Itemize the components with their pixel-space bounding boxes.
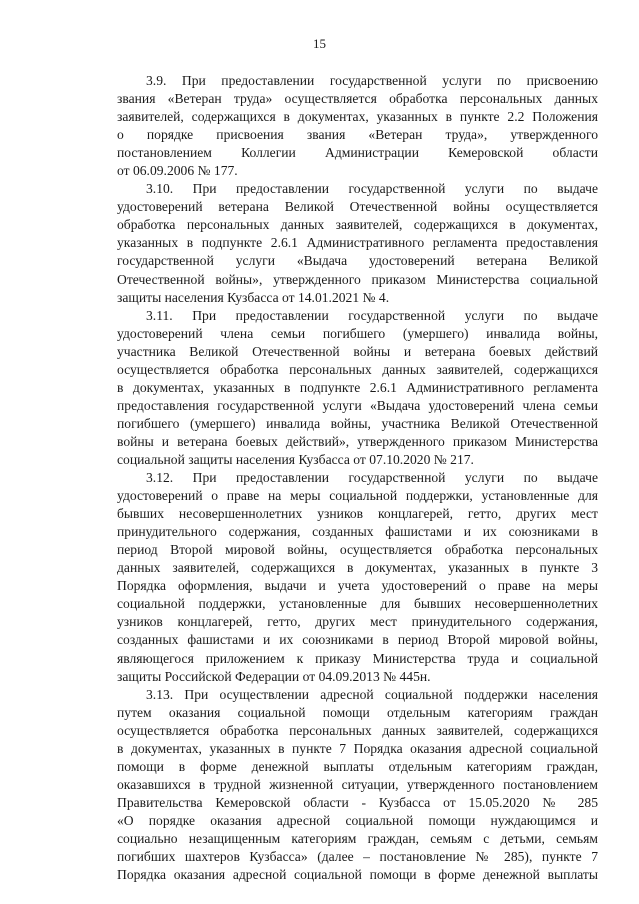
text-line: являющегося приложением к приказу Министерства труда и социальной [117,650,598,666]
text-line: социально незащищенным категориям граждан, семьям с детьми, семьям [117,830,598,846]
text-line: путем оказания социальной помощи отдельным категориям граждан [117,704,598,720]
text-line: удостоверений ветерана Великой Отечественной войны осуществляется [117,199,598,215]
page-number: 15 [313,36,326,51]
text-line: погибших шахтеров Кузбасса» (далее – постановление № 285), пункте 7 [117,849,598,865]
text-line: бывших несовершеннолетних узников концлагерей, гетто, других мест [117,506,598,522]
text-line: удостоверений члена семьи погибшего (умершего) инвалида войны, [117,325,598,341]
text-line: удостоверений о праве на меры социальной поддержки, установленные для [117,488,598,504]
text-line: войны и ветерана боевых действий», утвержденного приказом Министерства [117,433,598,449]
text-line: осуществляется обработка персональных данных заявителей, содержащихся [117,361,598,377]
text-line: постановлением Коллегии Администрации Кемеровской области [117,145,598,161]
text-line: 3.11. При предоставлении государственной услуги по выдаче [146,307,598,323]
paragraph-3-9 [117,72,598,180]
text-line: Правительства Кемеровской области - Кузбасса от 15.05.2020 № 285 [117,794,598,810]
document-body [117,72,598,884]
paragraph-3-12 [117,469,598,686]
text-line: обработка персональных данных заявителей, содержащихся в документах, [117,217,598,233]
paragraph-3-13 [117,686,598,885]
text-line: защиты населения Кузбасса от 14.01.2021 № 4. [117,289,390,305]
text-line: о порядке присвоения звания «Ветеран труда», утвержденного [117,127,598,143]
text-line: узников концлагерей, гетто, других мест принудительного содержания, [117,614,598,630]
text-line: в документах, указанных в подпункте 2.6.1 Административного регламента [117,379,598,395]
text-line: Порядка оказания адресной социальной помощи в форме денежной выплаты [117,867,598,883]
text-line: от 06.09.2006 № 177. [117,163,238,179]
text-line: государственной услуги «Выдача удостоверений ветерана Великой [117,253,598,269]
text-line: 3.13. При осуществлении адресной социальной поддержки населения [146,686,598,702]
text-line: данных заявителей, содержащихся в документах, указанных в пункте 3 [117,560,598,576]
text-line: защиты Российской Федерации от 04.09.2013 № 445н. [117,668,431,684]
text-line: осуществляется обработка персональных данных заявителей, содержащихся [117,722,598,738]
text-line: 3.9. При предоставлении государственной услуги по присвоению [146,73,598,88]
text-line: в документах, указанных в пункте 7 Порядка оказания адресной социальной [117,740,598,756]
text-line: заявителей, содержащихся в документах, указанных в пункте 2.2 Положения [117,109,598,125]
text-line: оказавшихся в трудной жизненной ситуации, утвержденного постановлением [117,776,598,792]
text-line: социальной поддержки, установленные для бывших несовершеннолетних [117,596,598,612]
text-line: указанных в подпункте 2.6.1 Административного регламента предоставления [117,235,598,251]
text-line: участника Великой Отечественной войны и ветерана боевых действий [117,343,598,359]
text-line: 3.12. При предоставлении государственной услуги по выдаче [146,470,598,486]
text-line: звания «Ветеран труда» осуществляется обработка персональных данных [117,91,598,107]
paragraph-3-10 [117,180,598,306]
text-line: социальной защиты населения Кузбасса от 07.10.2020 № 217. [117,451,474,467]
text-line: созданных фашистами и их союзниками в период Второй мировой войны, [117,632,598,648]
text-line: погибшего (умершего) инвалида войны, участника Великой Отечественной [117,415,598,431]
text-line: предоставления государственной услуги «Выдача удостоверений члена семьи [117,397,598,413]
text-line: помощи в форме денежной выплаты отдельным категориям граждан, [117,758,598,774]
paragraph-3-11 [117,307,598,469]
text-line: «О порядке оказания адресной социальной помощи нуждающимся и [117,812,598,828]
text-line: Порядка оформления, выдачи и учета удостоверений о праве на меры [117,578,598,594]
text-line: период Второй мировой войны, осуществляется обработка персональных [117,542,598,558]
text-line: 3.10. При предоставлении государственной услуги по выдаче [146,181,598,197]
text-line: Отечественной войны», утвержденного приказом Министерства социальной [117,271,598,287]
text-line: принудительного содержания, созданных фашистами и их союзниками в [117,524,598,540]
